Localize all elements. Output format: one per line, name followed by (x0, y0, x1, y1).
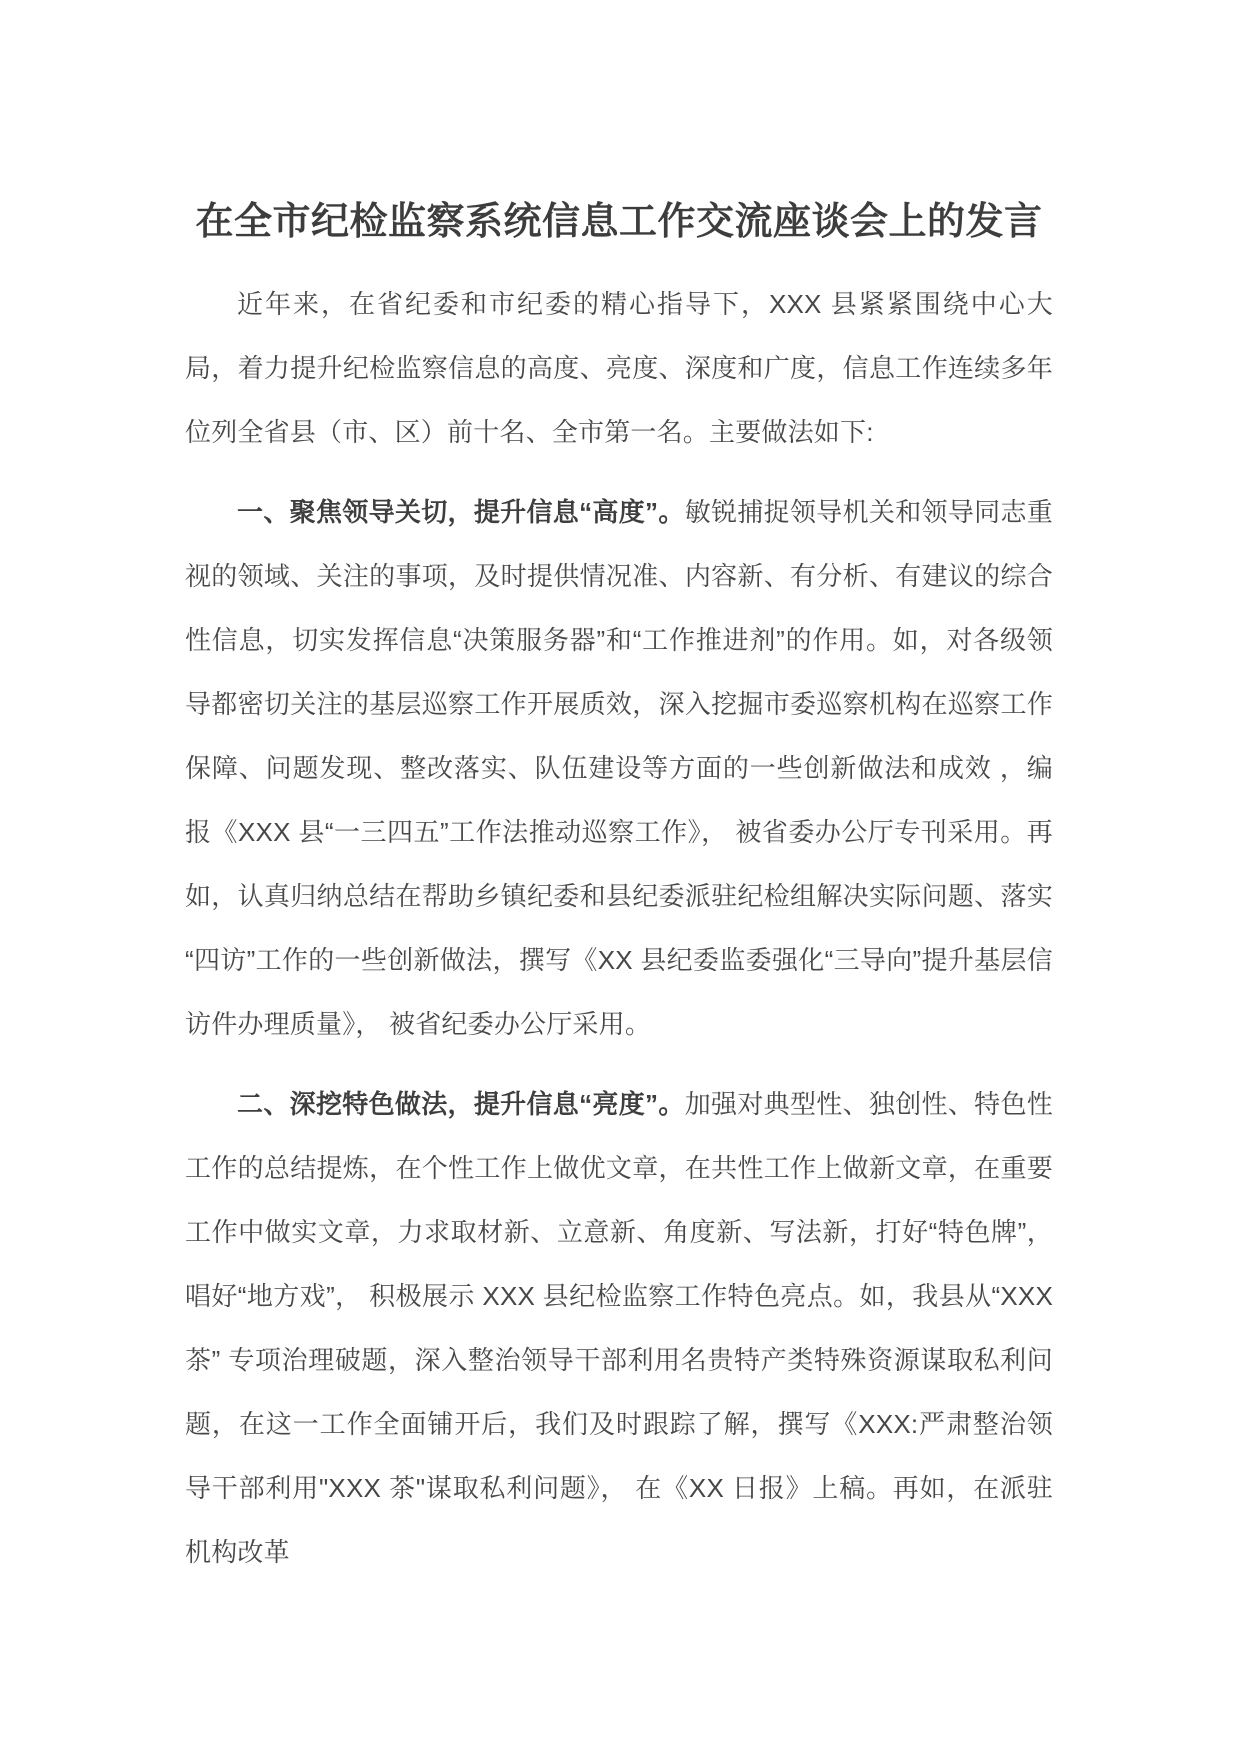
paragraph (185, 480, 1053, 1056)
paragraph-lead: 二、深挖特色做法，提升信息“亮度”。 (237, 1089, 685, 1119)
paragraph (185, 1072, 1053, 1584)
paragraph-text: 加强对典型性、独创性、特色性工作的总结提炼，在个性工作上做优文章，在共性工作上做新文章，在重要工作中做实文章，力求取材新、立意新、角度新、写法新，打好“特色牌”，唱好“地方戏”， 积极展示 XXX 县纪检监察工作特色亮点。如，我县从“XXX 茶” 专项治理破题，深入整治领导干部利用名贵特产类特殊资源谋取私利问题，在这一工作全面铺开后，我们及时跟踪了解，撰写《XXX:严肃整治领导干部利用"XXX 茶"谋取私利问题》， 在《XX 日报》上稿。再如，在派驻机构改革 (185, 1089, 1053, 1567)
paragraph-text: 近年来，在省纪委和市纪委的精心指导下，XXX 县紧紧围绕中心大局，着力提升纪检监察信息的高度、亮度、深度和广度，信息工作连续多年位列全省县（市、区）前十名、全市第一名。主要做法如下: (185, 289, 1053, 447)
paragraph (185, 272, 1053, 464)
paragraph-text: 敏锐捕捉领导机关和领导同志重视的领域、关注的事项，及时提供情况准、内容新、有分析、有建议的综合性信息，切实发挥信息“决策服务器”和“工作推进剂”的作用。如，对各级领导都密切关注的基层巡察工作开展质效，深入挖掘市委巡察机构在巡察工作保障、问题发现、整改落实、队伍建设等方面的一些创新做法和成效 ，编报《XXX 县“一三四五”工作法推动巡察工作》， 被省委办公厅专刊采用。再如，认真归纳总结在帮助乡镇纪委和县纪委派驻纪检组解决实际问题、落实“四访”工作的一些创新做法，撰写《XX 县纪委监委强化“三导向”提升基层信访件办理质量》， 被省纪委办公厅采用。 (185, 497, 1053, 1039)
document-body (185, 272, 1053, 1584)
document-title: 在全市纪检监察系统信息工作交流座谈会上的发言 (195, 201, 1043, 243)
paragraph-lead: 一、聚焦领导关切，提升信息“高度”。 (237, 497, 685, 527)
